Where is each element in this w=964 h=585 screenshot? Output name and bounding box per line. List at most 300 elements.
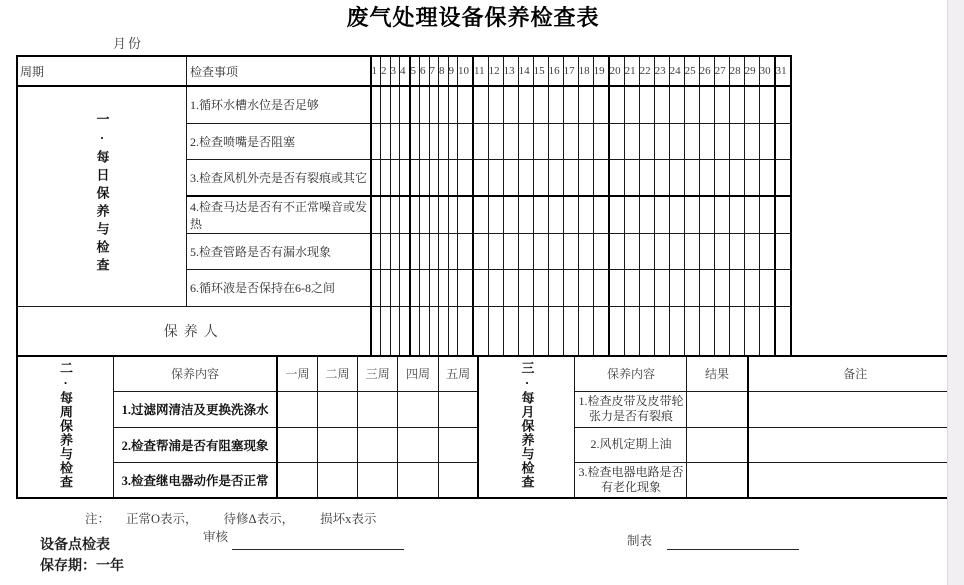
remark-cell[interactable] [748,427,963,462]
week-cell[interactable] [277,462,317,498]
day-cell[interactable] [699,269,714,306]
daily-item-6: 6.循环液是否保持在6-8之间 [187,269,371,306]
day-header-15: 15 [533,56,548,86]
page-edge-strip [947,0,964,585]
daily-section-label: 一·每日保养与检查 [17,86,187,306]
day-cell[interactable] [729,196,744,233]
day-cell[interactable] [759,123,775,159]
day-cell[interactable] [775,159,791,196]
day-cell[interactable] [381,159,391,196]
day-header-23: 23 [654,56,669,86]
day-cell[interactable] [639,123,654,159]
day-cell[interactable] [503,196,518,233]
day-cell[interactable] [429,123,439,159]
day-cell[interactable] [744,123,759,159]
day-cell[interactable] [548,159,563,196]
day-cell[interactable] [410,123,420,159]
day-cell[interactable] [371,159,381,196]
day-cell[interactable] [714,196,729,233]
day-cell[interactable] [639,159,654,196]
remark-cell[interactable] [748,391,963,427]
day-cell[interactable] [578,269,593,306]
day-header-17: 17 [563,56,578,86]
day-cell[interactable] [533,269,548,306]
day-cell[interactable] [439,123,449,159]
day-cell[interactable] [563,196,578,233]
day-cell[interactable] [744,159,759,196]
day-cell[interactable] [759,233,775,269]
day-cell[interactable] [729,233,744,269]
day-cell[interactable] [410,269,420,306]
daily-check-table [16,55,792,357]
day-cell[interactable] [624,233,639,269]
remark-cell[interactable] [748,462,963,498]
day-cell[interactable] [381,306,391,356]
day-cell[interactable] [609,233,625,269]
day-cell[interactable] [488,306,503,356]
day-cell[interactable] [448,123,458,159]
day-cell[interactable] [714,269,729,306]
day-header-1: 1 [371,56,381,86]
day-cell[interactable] [714,233,729,269]
day-cell[interactable] [775,86,791,123]
day-cell[interactable] [775,233,791,269]
weekly-monthly-table [16,355,964,499]
day-cell[interactable] [684,269,699,306]
week-cell[interactable] [358,391,398,427]
week-cell[interactable] [277,427,317,462]
day-cell[interactable] [654,269,669,306]
daily-item-1: 1.循环水槽水位是否足够 [187,86,371,123]
day-cell[interactable] [400,233,410,269]
day-cell[interactable] [593,196,609,233]
day-cell[interactable] [639,306,654,356]
day-cell[interactable] [578,306,593,356]
day-cell[interactable] [654,306,669,356]
day-cell[interactable] [684,196,699,233]
day-cell[interactable] [609,306,625,356]
day-cell[interactable] [371,123,381,159]
day-cell[interactable] [775,269,791,306]
day-cell[interactable] [429,159,439,196]
day-header-5: 5 [410,56,420,86]
day-cell[interactable] [448,86,458,123]
day-cell[interactable] [458,196,474,233]
day-header-row [17,56,791,86]
day-cell[interactable] [744,269,759,306]
day-cell[interactable] [744,233,759,269]
day-cell[interactable] [548,86,563,123]
day-cell[interactable] [381,86,391,123]
note-damage: 损坏x表示 [320,512,377,526]
day-cell[interactable] [458,269,474,306]
day-cell[interactable] [503,233,518,269]
day-cell[interactable] [381,123,391,159]
day-cell[interactable] [669,159,684,196]
day-cell[interactable] [371,196,381,233]
day-cell[interactable] [578,196,593,233]
day-cell[interactable] [390,196,400,233]
day-cell[interactable] [410,306,420,356]
week-cell[interactable] [317,462,357,498]
day-cell[interactable] [699,233,714,269]
day-cell[interactable] [448,196,458,233]
day-cell[interactable] [400,123,410,159]
day-cell[interactable] [448,233,458,269]
day-cell[interactable] [458,233,474,269]
week-cell[interactable] [398,462,438,498]
week-cell[interactable] [358,462,398,498]
day-cell[interactable] [420,159,430,196]
day-cell[interactable] [533,233,548,269]
day-header-6: 6 [420,56,430,86]
audit-signature-line[interactable] [232,549,404,550]
day-cell[interactable] [593,159,609,196]
day-cell[interactable] [420,233,430,269]
day-cell[interactable] [420,123,430,159]
day-cell[interactable] [518,123,533,159]
day-cell[interactable] [473,269,488,306]
day-cell[interactable] [684,86,699,123]
day-cell[interactable] [609,196,625,233]
day-cell[interactable] [699,196,714,233]
day-header-9: 9 [448,56,458,86]
day-cell[interactable] [533,86,548,123]
day-cell[interactable] [775,306,791,356]
day-cell[interactable] [609,86,625,123]
day-header-8: 8 [439,56,449,86]
day-cell[interactable] [429,86,439,123]
day-cell[interactable] [503,86,518,123]
day-cell[interactable] [775,196,791,233]
day-header-14: 14 [518,56,533,86]
day-cell[interactable] [400,306,410,356]
day-cell[interactable] [473,86,488,123]
day-cell[interactable] [390,123,400,159]
day-cell[interactable] [669,306,684,356]
day-cell[interactable] [518,269,533,306]
day-cell[interactable] [518,306,533,356]
monthly-item-1: 1.检查皮带及皮带轮张力是否有裂痕 [575,391,687,427]
day-cell[interactable] [639,196,654,233]
day-cell[interactable] [744,196,759,233]
day-cell[interactable] [473,159,488,196]
day-cell[interactable] [759,306,775,356]
day-cell[interactable] [654,196,669,233]
day-cell[interactable] [503,123,518,159]
day-cell[interactable] [624,123,639,159]
day-cell[interactable] [390,159,400,196]
day-cell[interactable] [400,196,410,233]
weekly-item-2: 2.检查帮浦是否有阻塞现象 [114,427,278,462]
week-header-5: 五周 [438,356,478,391]
day-cell[interactable] [714,159,729,196]
day-header-30: 30 [759,56,775,86]
day-cell[interactable] [371,269,381,306]
day-cell[interactable] [371,233,381,269]
day-cell[interactable] [593,123,609,159]
day-cell[interactable] [714,86,729,123]
day-cell[interactable] [439,196,449,233]
day-cell[interactable] [439,269,449,306]
day-header-4: 4 [400,56,410,86]
day-header-25: 25 [684,56,699,86]
weekly-item-3: 3.检查继电器动作是否正常 [114,462,278,498]
day-cell[interactable] [518,86,533,123]
day-cell[interactable] [654,159,669,196]
day-cell[interactable] [458,306,474,356]
day-cell[interactable] [390,306,400,356]
day-cell[interactable] [759,86,775,123]
day-cell[interactable] [578,233,593,269]
day-cell[interactable] [669,123,684,159]
weekly-item-1: 1.过滤网清洁及更换洗涤水 [114,391,278,427]
day-cell[interactable] [390,86,400,123]
day-cell[interactable] [563,233,578,269]
day-cell[interactable] [699,123,714,159]
day-cell[interactable] [684,306,699,356]
day-header-2: 2 [381,56,391,86]
monthly-section-label: 三·每月保养与检查 [478,356,575,498]
day-cell[interactable] [654,123,669,159]
result-cell[interactable] [687,427,748,462]
day-cell[interactable] [684,159,699,196]
day-header-11: 11 [473,56,488,86]
week-cell[interactable] [317,391,357,427]
item-header: 检查事项 [187,56,371,86]
day-cell[interactable] [503,269,518,306]
day-cell[interactable] [624,196,639,233]
day-header-18: 18 [578,56,593,86]
day-cell[interactable] [578,123,593,159]
day-cell[interactable] [533,159,548,196]
week-header-2: 二周 [317,356,357,391]
day-cell[interactable] [518,159,533,196]
day-header-28: 28 [729,56,744,86]
day-cell[interactable] [684,123,699,159]
day-cell[interactable] [593,306,609,356]
day-header-26: 26 [699,56,714,86]
day-cell[interactable] [639,233,654,269]
remark-header: 备注 [748,356,963,391]
day-cell[interactable] [488,123,503,159]
day-cell[interactable] [548,123,563,159]
day-cell[interactable] [488,233,503,269]
day-cell[interactable] [473,123,488,159]
day-cell[interactable] [429,269,439,306]
week-cell[interactable] [438,427,478,462]
week-header-3: 三周 [358,356,398,391]
day-cell[interactable] [488,196,503,233]
day-cell[interactable] [593,233,609,269]
daily-item-2: 2.检查喷嘴是否阻塞 [187,123,371,159]
day-cell[interactable] [624,86,639,123]
day-header-20: 20 [609,56,625,86]
week-cell[interactable] [277,391,317,427]
day-cell[interactable] [400,159,410,196]
day-cell[interactable] [429,306,439,356]
day-cell[interactable] [420,269,430,306]
day-cell[interactable] [624,159,639,196]
day-cell[interactable] [759,159,775,196]
day-cell[interactable] [473,233,488,269]
day-cell[interactable] [420,196,430,233]
weekly-content-header: 保养内容 [114,356,278,391]
day-header-22: 22 [639,56,654,86]
day-cell[interactable] [759,269,775,306]
day-cell[interactable] [729,159,744,196]
day-header-31: 31 [775,56,791,86]
day-cell[interactable] [729,306,744,356]
week-header-1: 一周 [277,356,317,391]
day-cell[interactable] [699,86,714,123]
day-cell[interactable] [669,269,684,306]
day-cell[interactable] [744,86,759,123]
tabulate-label: 制表 [627,534,653,548]
week-cell[interactable] [438,462,478,498]
day-cell[interactable] [593,86,609,123]
day-cell[interactable] [699,306,714,356]
day-cell[interactable] [744,306,759,356]
day-cell[interactable] [410,159,420,196]
day-cell[interactable] [458,123,474,159]
tabulate-signature-line[interactable] [667,549,799,550]
day-cell[interactable] [563,123,578,159]
day-cell[interactable] [400,86,410,123]
day-header-16: 16 [548,56,563,86]
day-cell[interactable] [488,159,503,196]
weekly-section-label: 二·每周保养与检查 [17,356,114,498]
day-cell[interactable] [518,196,533,233]
day-cell[interactable] [381,233,391,269]
day-cell[interactable] [563,86,578,123]
day-cell[interactable] [729,86,744,123]
day-cell[interactable] [714,123,729,159]
daily-item-3: 3.检查风机外壳是否有裂痕或其它 [187,159,371,196]
day-cell[interactable] [548,233,563,269]
day-cell[interactable] [548,306,563,356]
day-cell[interactable] [439,233,449,269]
day-cell[interactable] [775,123,791,159]
day-cell[interactable] [609,159,625,196]
day-cell[interactable] [729,123,744,159]
day-cell[interactable] [548,269,563,306]
day-cell[interactable] [578,159,593,196]
day-cell[interactable] [390,233,400,269]
day-cell[interactable] [669,233,684,269]
bottom-header-row [17,356,963,391]
day-cell[interactable] [429,233,439,269]
day-cell[interactable] [699,159,714,196]
day-cell[interactable] [548,196,563,233]
day-cell[interactable] [429,196,439,233]
result-cell[interactable] [687,462,748,498]
day-cell[interactable] [473,306,488,356]
week-cell[interactable] [317,427,357,462]
day-cell[interactable] [624,306,639,356]
day-header-13: 13 [503,56,518,86]
day-header-12: 12 [488,56,503,86]
day-cell[interactable] [410,233,420,269]
day-cell[interactable] [563,306,578,356]
day-cell[interactable] [381,196,391,233]
day-cell[interactable] [503,306,518,356]
day-cell[interactable] [639,269,654,306]
day-cell[interactable] [563,269,578,306]
day-cell[interactable] [759,196,775,233]
day-cell[interactable] [654,86,669,123]
day-cell[interactable] [714,306,729,356]
day-cell[interactable] [439,306,449,356]
day-cell[interactable] [420,86,430,123]
day-header-24: 24 [669,56,684,86]
day-cell[interactable] [439,86,449,123]
day-cell[interactable] [410,196,420,233]
day-cell[interactable] [518,233,533,269]
day-cell[interactable] [503,159,518,196]
day-cell[interactable] [684,233,699,269]
day-header-29: 29 [744,56,759,86]
day-cell[interactable] [381,269,391,306]
daily-item-4: 4.检查马达是否有不正常噪音或发热 [187,196,371,233]
note-repair: 待修Δ表示， [223,512,295,526]
day-cell[interactable] [448,269,458,306]
day-cell[interactable] [563,159,578,196]
day-cell[interactable] [654,233,669,269]
day-cell[interactable] [639,86,654,123]
day-header-21: 21 [624,56,639,86]
caretaker-label: 保养人 [17,306,371,356]
day-cell[interactable] [729,269,744,306]
day-cell[interactable] [578,86,593,123]
day-cell[interactable] [533,196,548,233]
week-cell[interactable] [358,427,398,462]
day-cell[interactable] [448,306,458,356]
week-cell[interactable] [398,391,438,427]
legend-note [85,509,402,527]
day-cell[interactable] [458,159,474,196]
result-cell[interactable] [687,391,748,427]
day-cell[interactable] [609,123,625,159]
day-cell[interactable] [439,159,449,196]
day-cell[interactable] [609,269,625,306]
day-cell[interactable] [669,196,684,233]
week-cell[interactable] [438,391,478,427]
day-cell[interactable] [669,86,684,123]
day-cell[interactable] [420,306,430,356]
doc-name: 设备点检表 [40,538,110,553]
day-cell[interactable] [410,86,420,123]
day-cell[interactable] [624,269,639,306]
day-cell[interactable] [593,269,609,306]
day-cell[interactable] [488,86,503,123]
day-cell[interactable] [448,159,458,196]
day-cell[interactable] [458,86,474,123]
monthly-item-3: 3.检查电器电路是否有老化现象 [575,462,687,498]
day-cell[interactable] [533,123,548,159]
day-cell[interactable] [400,269,410,306]
day-cell[interactable] [390,269,400,306]
monthly-item-2: 2.风机定期上油 [575,427,687,462]
day-cell[interactable] [371,306,381,356]
day-header-3: 3 [390,56,400,86]
week-cell[interactable] [398,427,438,462]
day-cell[interactable] [473,196,488,233]
day-cell[interactable] [533,306,548,356]
day-cell[interactable] [488,269,503,306]
day-cell[interactable] [371,86,381,123]
page-title: 废气处理设备保养检查表 [346,5,600,30]
